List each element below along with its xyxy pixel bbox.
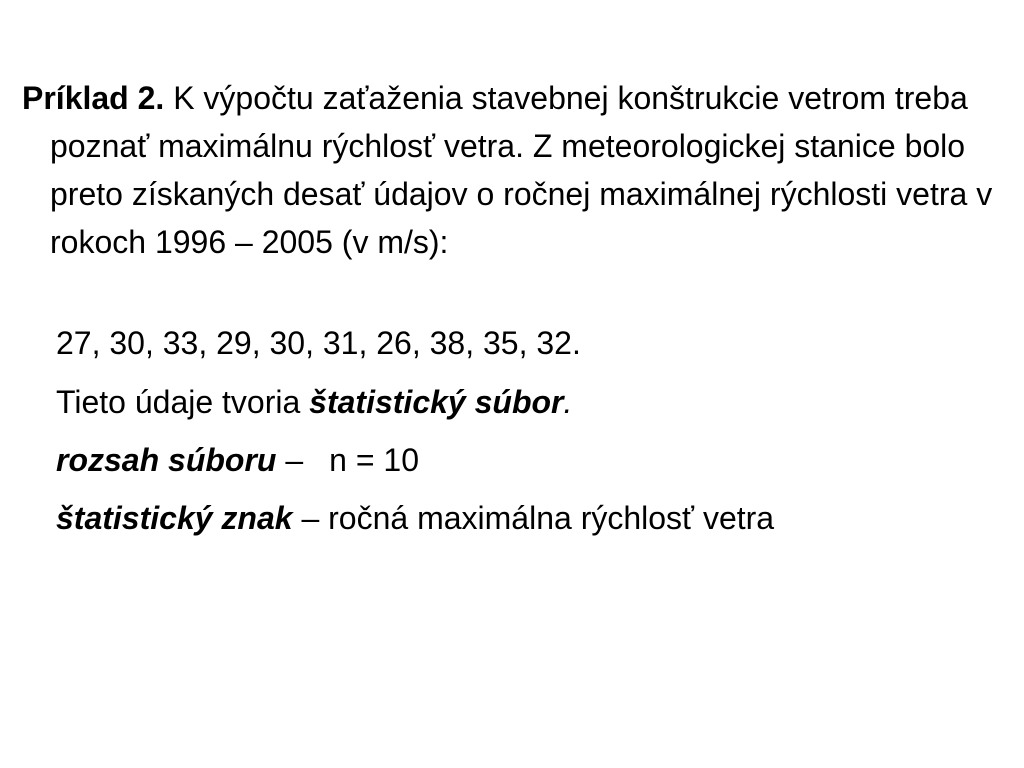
statistical-sign-line — [56, 494, 996, 542]
statistical-set-term: štatistický súbor — [309, 384, 564, 420]
statistical-sign-text: – ročná maximálna rýchlosť vetra — [292, 500, 775, 536]
example-paragraph — [22, 74, 1010, 266]
set-size-dash: – — [276, 442, 304, 478]
values-line: 27, 30, 33, 29, 30, 31, 26, 38, 35, 32. — [56, 325, 581, 361]
statistical-set-suffix: . — [563, 384, 573, 420]
set-size-value: n = 10 — [329, 442, 420, 478]
statistical-set-prefix: Tieto údaje tvoria — [56, 384, 310, 420]
set-size-term: rozsah súboru — [56, 442, 277, 478]
set-size-line — [56, 436, 996, 484]
example-text: K výpočtu zaťaženia stavebnej konštrukcie vetrom treba poznať maximálnu rýchlosť vetra. Z meteorologickej stanice bolo preto získaných desať údajov o ročnej maximálnej rýchlosti vetra v rokoch 1996 – 2005 (v m/s): — [50, 80, 993, 260]
statistical-set-line — [56, 378, 996, 426]
example-label: Príklad 2. — [22, 80, 165, 116]
statistical-sign-term: štatistický znak — [56, 500, 293, 536]
